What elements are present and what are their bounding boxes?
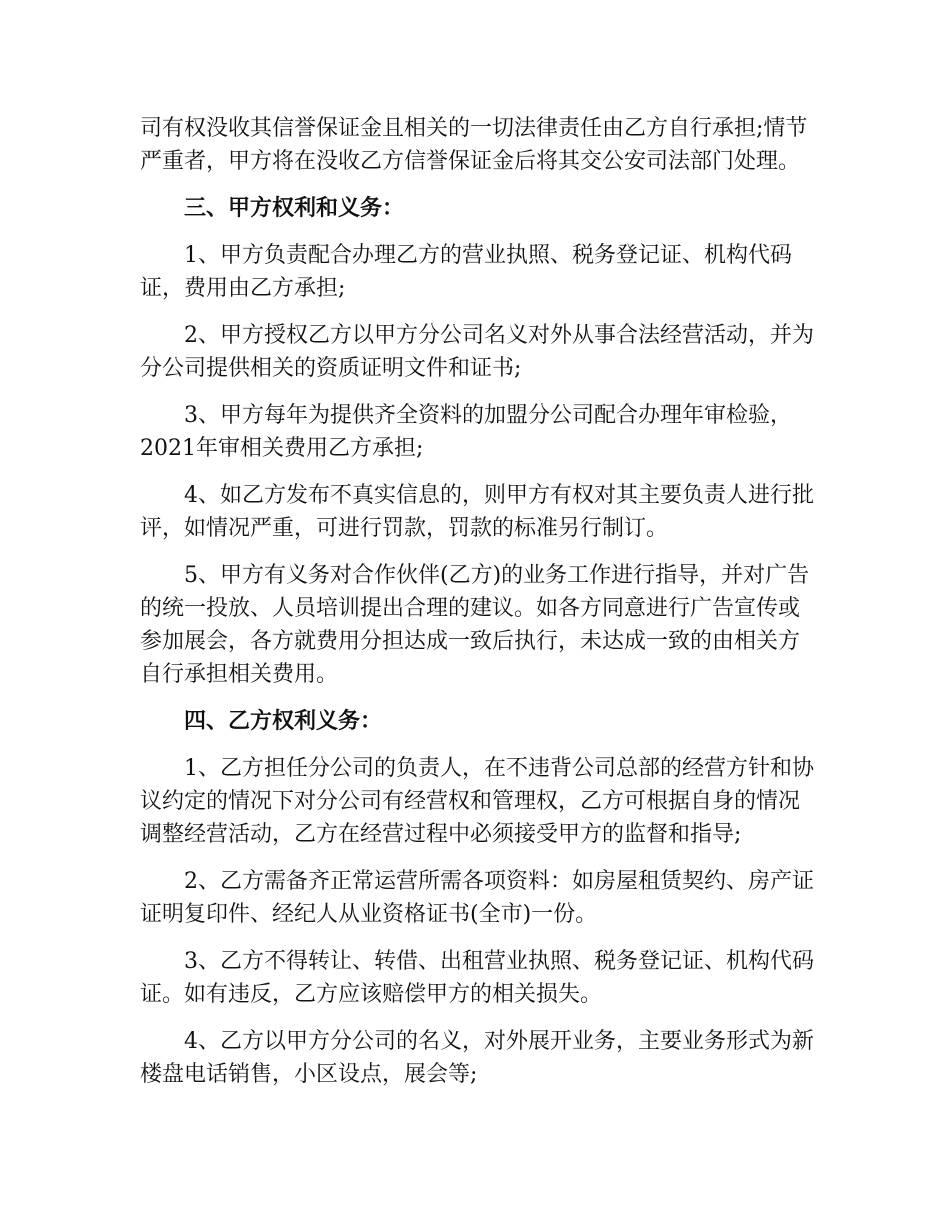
section-4-item-4: 4、乙方以甲方分公司的名义，对外展开业务，主要业务形式为新楼盘电话销售，小区设点，展会等; (140, 1029, 814, 1087)
document-body (140, 112, 820, 1105)
section-3-item-2: 2、甲方授权乙方以甲方分公司名义对外从事合法经营活动，并为分公司提供相关的资质证明文件和证书; (140, 323, 814, 381)
section-4-item-1: 1、乙方担任分公司的负责人，在不违背公司总部的经营方针和协议约定的情况下对分公司有经营权和管理权，乙方可根据自身的情况调整经营活动，乙方在经营过程中必须接受甲方的监督和指导; (140, 756, 814, 847)
intro-paragraph: 司有权没收其信誉保证金且相关的一切法律责任由乙方自行承担;情节严重者，甲方将在没收乙方信誉保证金后将其交公安司法部门处理。 (140, 116, 808, 174)
section-3-item-5: 5、甲方有义务对合作伙伴(乙方)的业务工作进行指导，并对广告的统一投放、人员培训提出合理的建议。如各方同意进行广告宣传或参加展会，各方就费用分担达成一致后执行，未达成一致的由相关方自行承担相关费用。 (140, 563, 810, 687)
section-4-heading: 四、乙方权利义务： (184, 709, 383, 734)
section-3-item-4: 4、如乙方发布不真实信息的，则甲方有权对其主要负责人进行批评，如情况严重，可进行罚款，罚款的标准另行制订。 (140, 483, 814, 541)
section-3-item-3: 3、甲方每年为提供齐全资料的加盟分公司配合办理年审检验，2021年审相关费用乙方承担; (140, 403, 792, 461)
section-4-item-2: 2、乙方需备齐正常运营所需各项资料：如房屋租赁契约、房产证证明复印件、经纪人从业资格证书(全市)一份。 (140, 869, 814, 927)
section-3-heading: 三、甲方权利和义务： (184, 196, 405, 221)
section-4-item-3: 3、乙方不得转让、转借、出租营业执照、税务登记证、机构代码证。如有违反，乙方应该赔偿甲方的相关损失。 (140, 949, 814, 1007)
section-3-item-1: 1、甲方负责配合办理乙方的营业执照、税务登记证、机构代码证，费用由乙方承担; (140, 243, 792, 301)
